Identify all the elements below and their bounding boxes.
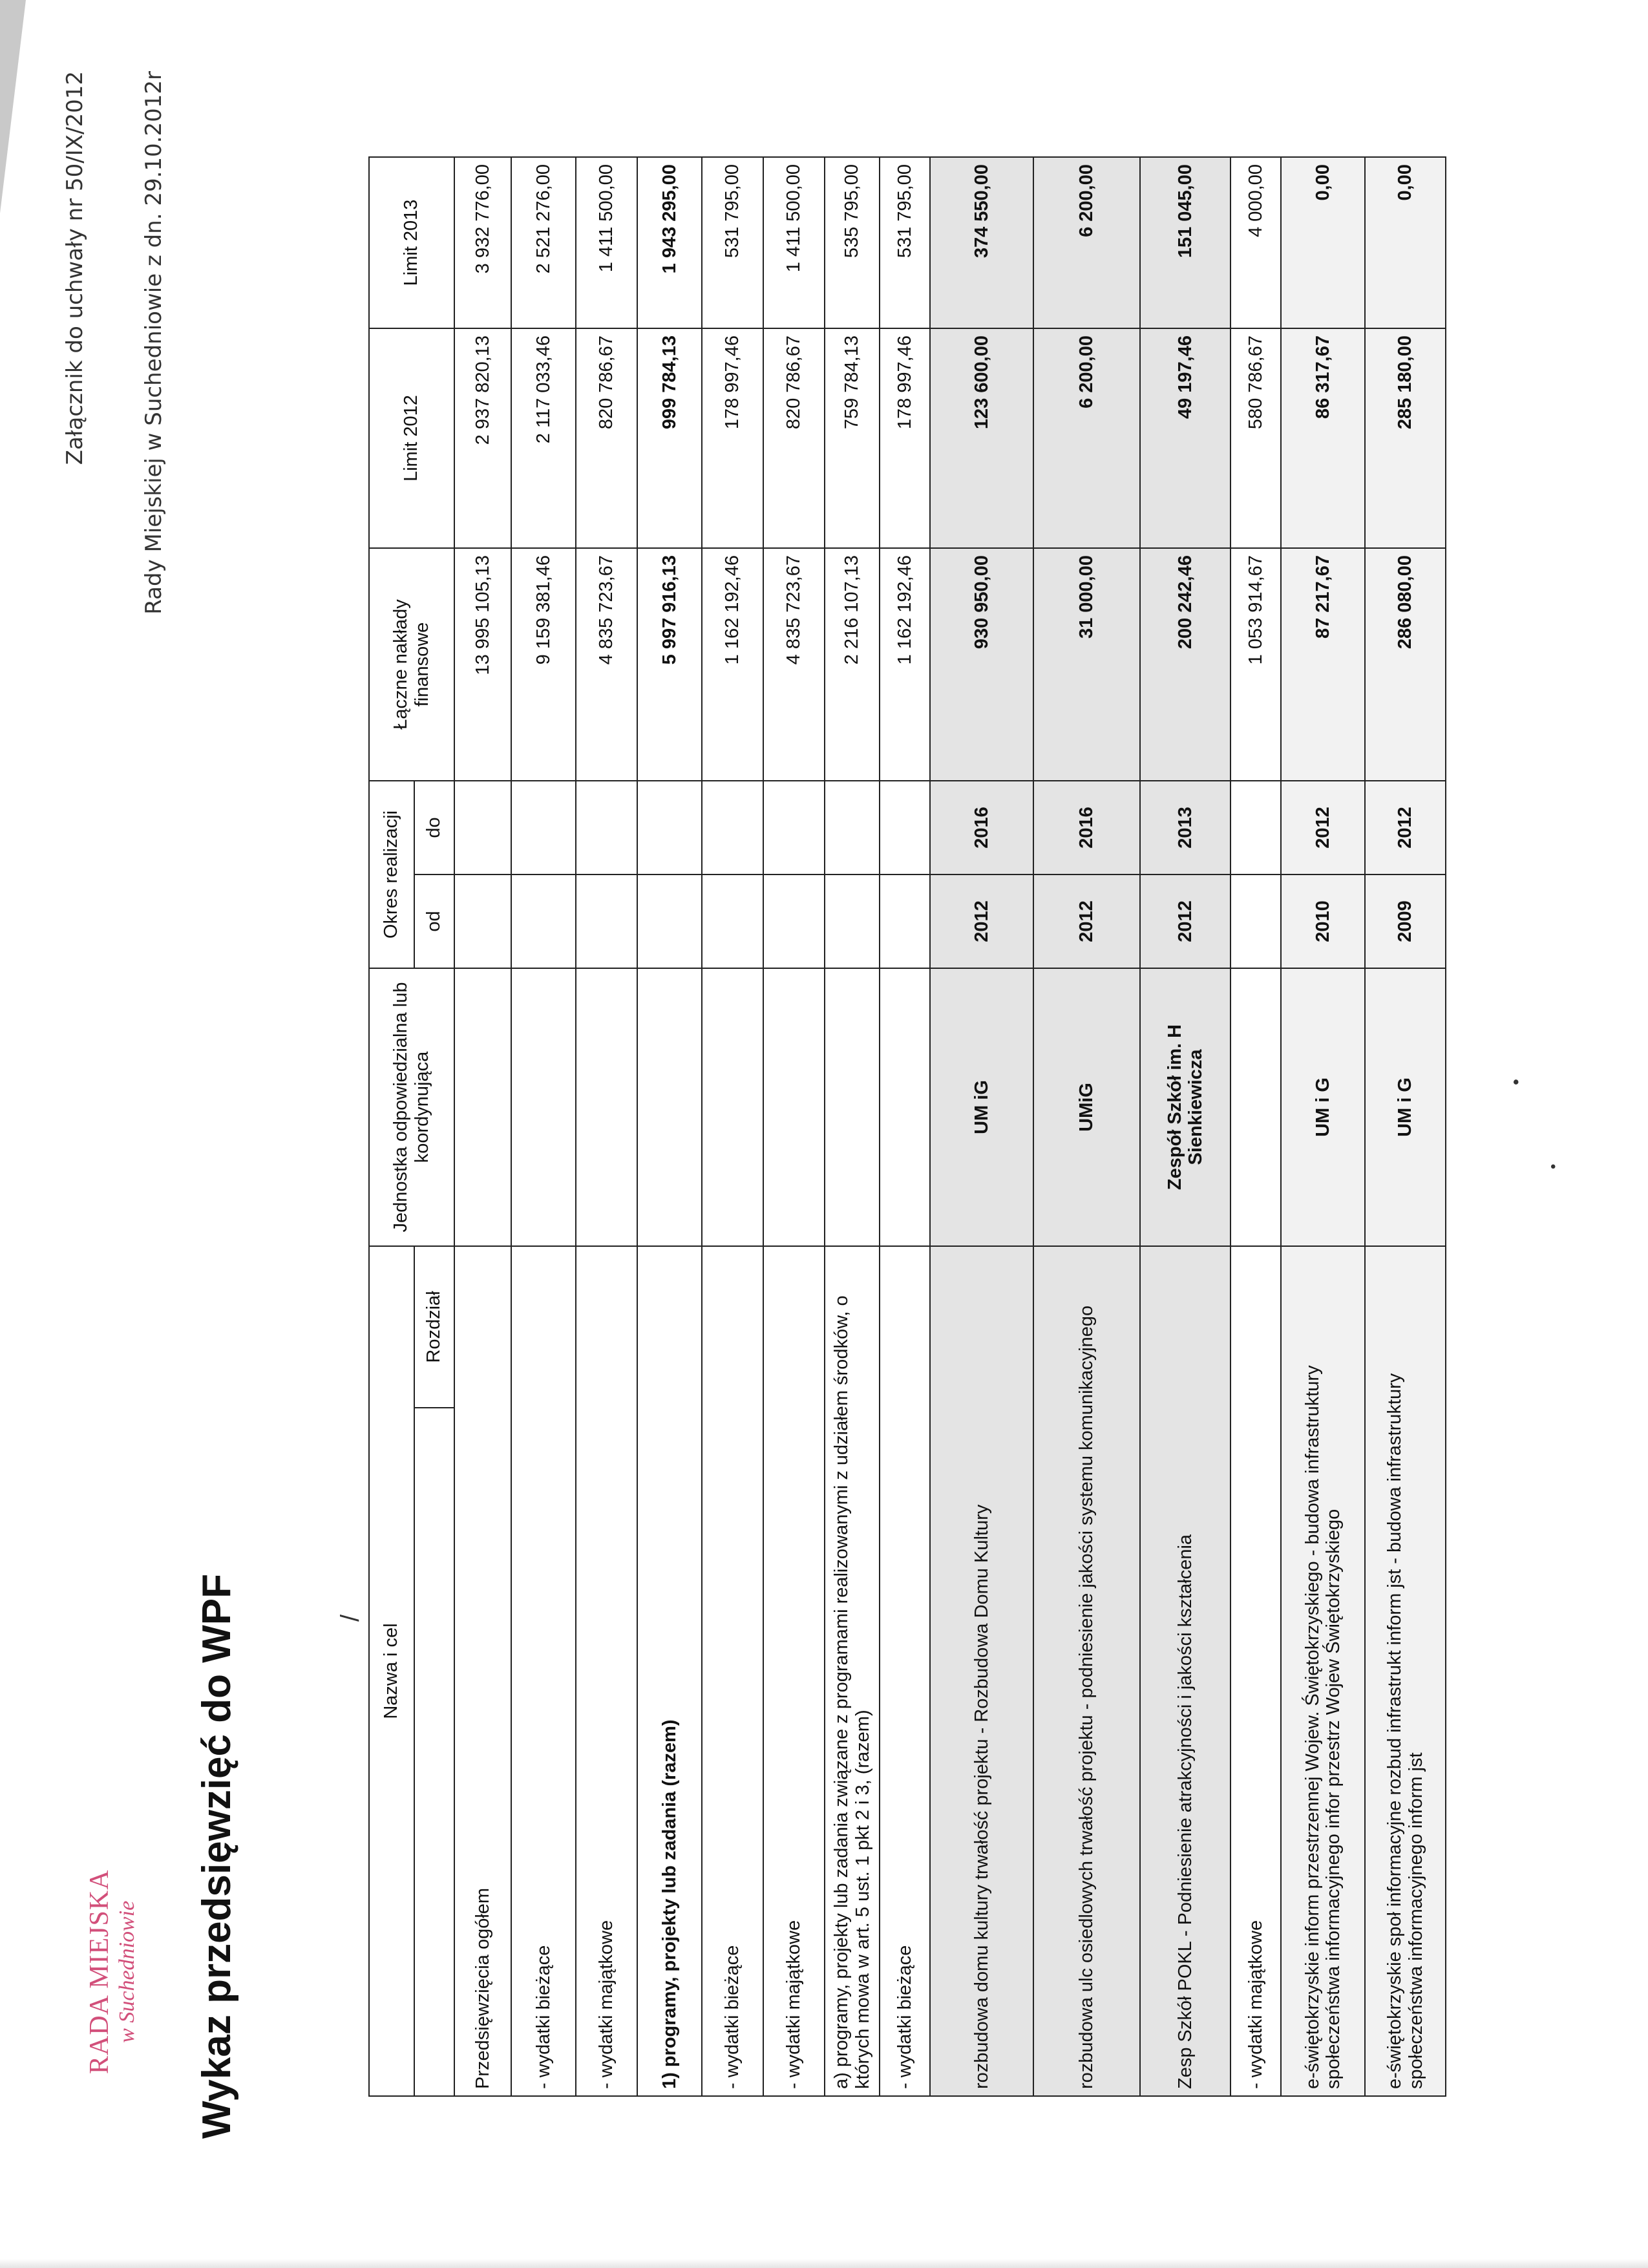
stray-mark: •: [1545, 1163, 1562, 1169]
row-to: [763, 781, 825, 874]
annex-note-line-1: Załącznik do uchwały nr 50/IX/2012: [62, 71, 88, 465]
scan-bottom-edge: [0, 2259, 1648, 2268]
row-from: [454, 874, 511, 968]
row-limit-2012: 999 784,13: [637, 328, 702, 548]
row-limit-2013: 1 943 295,00: [637, 157, 702, 328]
header-limit-2013: Limit 2013: [369, 157, 454, 328]
row-unit: [702, 968, 763, 1246]
row-name: Zesp Szkół POKL - Podniesienie atrakcyjności i jakości kształcenia: [1140, 1246, 1231, 2096]
row-limit-2013: 535 795,00: [825, 157, 880, 328]
table-row: [637, 157, 702, 2096]
row-total-outlays: 286 080,00: [1365, 548, 1446, 781]
row-unit: [763, 968, 825, 1246]
row-to: [825, 781, 880, 874]
row-from: 2012: [1033, 874, 1140, 968]
row-limit-2012: 285 180,00: [1365, 328, 1446, 548]
row-total-outlays: 13 995 105,13: [454, 548, 511, 781]
row-limit-2013: 1 411 500,00: [763, 157, 825, 328]
row-from: [1231, 874, 1281, 968]
row-from: [576, 874, 637, 968]
row-limit-2013: 2 521 276,00: [511, 157, 576, 328]
header-period: Okres realizacji: [369, 781, 414, 968]
row-to: 2016: [930, 781, 1033, 874]
row-unit: Zespół Szkół im. H Sienkiewicza: [1140, 968, 1231, 1246]
row-name: - wydatki bieżące: [702, 1246, 763, 2096]
row-limit-2012: 123 600,00: [930, 328, 1033, 548]
table-row: [454, 157, 511, 2096]
row-to: 2012: [1281, 781, 1365, 874]
row-limit-2012: 6 200,00: [1033, 328, 1140, 548]
row-from: 2009: [1365, 874, 1446, 968]
row-unit: [1231, 968, 1281, 1246]
row-limit-2013: 531 795,00: [880, 157, 930, 328]
row-name: rozbudowa ulc osiedlowych trwałość projektu - podniesienie jakości systemu komunikacyjnego: [1033, 1246, 1140, 2096]
row-limit-2012: 820 786,67: [576, 328, 637, 548]
row-unit: UMiG: [1033, 968, 1140, 1246]
row-total-outlays: 2 216 107,13: [825, 548, 880, 781]
row-to: [1231, 781, 1281, 874]
row-limit-2013: 0,00: [1365, 157, 1446, 328]
row-name: - wydatki majątkowe: [763, 1246, 825, 2096]
row-unit: [454, 968, 511, 1246]
row-name: Przedsięwzięcia ogółem: [454, 1246, 511, 2096]
row-limit-2013: 4 000,00: [1231, 157, 1281, 328]
row-to: [454, 781, 511, 874]
row-limit-2013: 374 550,00: [930, 157, 1033, 328]
table-row: [576, 157, 637, 2096]
table-row: [511, 157, 576, 2096]
row-total-outlays: 4 835 723,67: [576, 548, 637, 781]
row-from: 2010: [1281, 874, 1365, 968]
header-unit: Jednostka odpowiedzialna lub koordynująca: [369, 968, 454, 1246]
row-total-outlays: 31 000,00: [1033, 548, 1140, 781]
row-name: - wydatki bieżące: [511, 1246, 576, 2096]
header-name: Nazwa i cel: [369, 1246, 414, 2096]
row-total-outlays: 87 217,67: [1281, 548, 1365, 781]
row-from: [825, 874, 880, 968]
table-row: [1365, 157, 1446, 2096]
header-from: od: [414, 874, 454, 968]
row-to: [702, 781, 763, 874]
row-unit: [511, 968, 576, 1246]
row-limit-2013: 0,00: [1281, 157, 1365, 328]
row-unit: UM iG: [930, 968, 1033, 1246]
row-limit-2012: 178 997,46: [880, 328, 930, 548]
stamp-line-1: RADA MIEJSKA: [85, 1869, 114, 2074]
table-row: [1033, 157, 1140, 2096]
row-name: - wydatki bieżące: [880, 1246, 930, 2096]
stray-mark: /: [336, 1614, 364, 1622]
header-name-spacer: [414, 1408, 454, 2096]
row-from: 2012: [930, 874, 1033, 968]
table-row: [930, 157, 1033, 2096]
row-to: [637, 781, 702, 874]
document-title: Wykaz przedsięwzięć do WPF: [195, 1574, 239, 2139]
row-limit-2012: 820 786,67: [763, 328, 825, 548]
row-to: 2016: [1033, 781, 1140, 874]
row-limit-2012: 2 117 033,46: [511, 328, 576, 548]
stamp-line-2: w Suchedniowie: [115, 1900, 139, 2043]
row-unit: UM i G: [1281, 968, 1365, 1246]
row-name: a) programy, projekty lub zadania związane z programami realizowanymi z udziałem środków, o których mowa w art. 5 ust. 1 pkt 2 i 3, (razem): [825, 1246, 880, 2096]
row-to: [880, 781, 930, 874]
row-to: 2013: [1140, 781, 1231, 874]
header-chapter: Rozdział: [414, 1246, 454, 1408]
row-limit-2013: 151 045,00: [1140, 157, 1231, 328]
annex-note-line-2: Rady Miejskiej w Suchedniowie z dn. 29.10.2012r: [141, 71, 167, 615]
council-stamp: [84, 1869, 140, 2074]
projects-table: [368, 156, 1446, 2097]
row-limit-2013: 1 411 500,00: [576, 157, 637, 328]
row-limit-2012: 759 784,13: [825, 328, 880, 548]
row-from: [880, 874, 930, 968]
row-name: e-świętokrzyskie inform przestrzennej Wojew. Świętokrzyskiego - budowa infrastruktury społeczeństwa informacyjnego infor przestrz Wojew Świętokrzyskiego: [1281, 1246, 1365, 2096]
row-name: - wydatki majątkowe: [576, 1246, 637, 2096]
row-to: [576, 781, 637, 874]
table-header-row: [369, 157, 414, 2096]
row-to: [511, 781, 576, 874]
table-row: [1231, 157, 1281, 2096]
row-to: 2012: [1365, 781, 1446, 874]
row-limit-2012: 49 197,46: [1140, 328, 1231, 548]
row-limit-2013: 531 795,00: [702, 157, 763, 328]
table-row: [880, 157, 930, 2096]
row-limit-2013: 6 200,00: [1033, 157, 1140, 328]
row-unit: [576, 968, 637, 1246]
table-row: [763, 157, 825, 2096]
row-limit-2012: 86 317,67: [1281, 328, 1365, 548]
table-row: [825, 157, 880, 2096]
row-from: [511, 874, 576, 968]
row-from: [637, 874, 702, 968]
table-row: [1140, 157, 1231, 2096]
row-limit-2013: 3 932 776,00: [454, 157, 511, 328]
row-name: rozbudowa domu kultury trwałość projektu - Rozbudowa Domu Kultury: [930, 1246, 1033, 2096]
row-unit: [637, 968, 702, 1246]
row-name: e-świętokrzyskie społ informacyjne rozbud infrastrukt inform jst - budowa infrastruktury społeczeństwa informacyjnego inform jst: [1365, 1246, 1446, 2096]
row-total-outlays: 200 242,46: [1140, 548, 1231, 781]
stray-mark: •: [1506, 1079, 1526, 1085]
header-limit-2012: Limit 2012: [369, 328, 454, 548]
row-total-outlays: 1 162 192,46: [702, 548, 763, 781]
table-row: [702, 157, 763, 2096]
row-unit: [825, 968, 880, 1246]
header-to: do: [414, 781, 454, 874]
row-from: [702, 874, 763, 968]
row-from: [763, 874, 825, 968]
header-total-outlays: Łączne nakłady finansowe: [369, 548, 454, 781]
row-from: 2012: [1140, 874, 1231, 968]
row-unit: [880, 968, 930, 1246]
row-name: - wydatki majątkowe: [1231, 1246, 1281, 2096]
row-total-outlays: 9 159 381,46: [511, 548, 576, 781]
row-limit-2012: 580 786,67: [1231, 328, 1281, 548]
table-row: [1281, 157, 1365, 2096]
row-total-outlays: 930 950,00: [930, 548, 1033, 781]
row-total-outlays: 5 997 916,13: [637, 548, 702, 781]
row-limit-2012: 178 997,46: [702, 328, 763, 548]
row-unit: UM i G: [1365, 968, 1446, 1246]
row-total-outlays: 1 053 914,67: [1231, 548, 1281, 781]
row-total-outlays: 1 162 192,46: [880, 548, 930, 781]
row-total-outlays: 4 835 723,67: [763, 548, 825, 781]
row-name: 1) programy, projekty lub zadania (razem): [637, 1246, 702, 2096]
row-limit-2012: 2 937 820,13: [454, 328, 511, 548]
